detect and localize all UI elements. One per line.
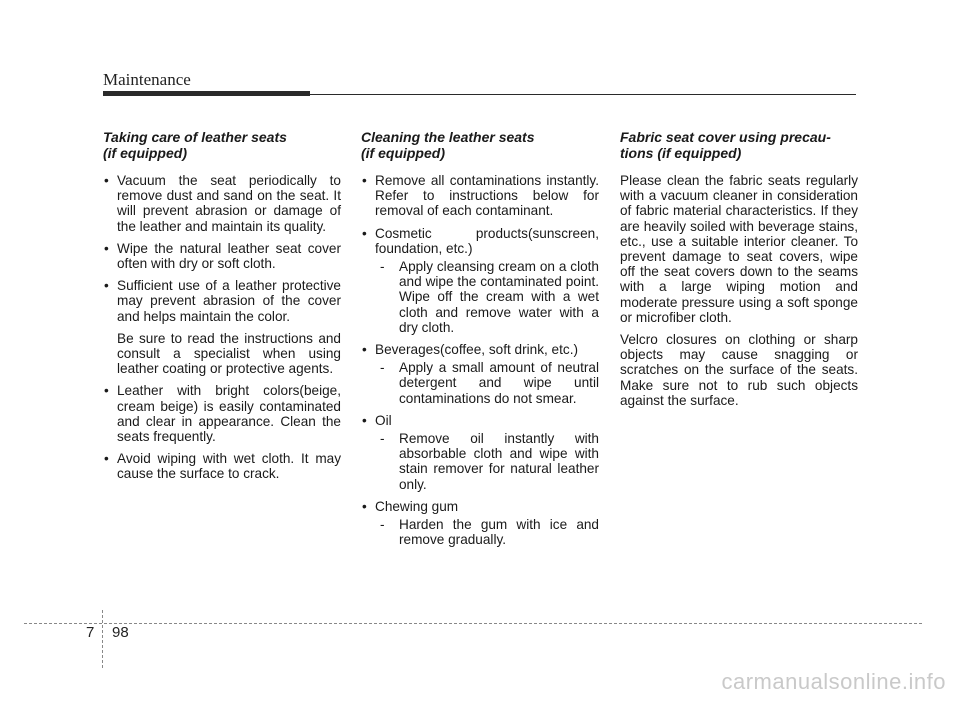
- footer-rule: [24, 623, 922, 624]
- section-heading: [361, 130, 599, 161]
- list-item-text: Oil: [375, 412, 392, 428]
- list-item: [103, 451, 341, 481]
- section-heading: [103, 130, 341, 161]
- page-number: 98: [112, 624, 129, 641]
- column-fabric-seat: [620, 130, 858, 415]
- chapter-number: 7: [86, 624, 95, 641]
- list-item-text: Sufficient use of a leather protective may prevent abrasion of the cover and helps maintain the color.: [117, 278, 341, 324]
- heading-line: tions (if equipped): [620, 144, 742, 161]
- list-item-text: Cosmetic products(sunscreen, foundation, etc.): [375, 225, 599, 256]
- heading-line: Taking care of leather seats: [103, 129, 287, 145]
- sub-item: - Apply cleansing cream on a cloth and wipe the contaminated point. Wipe off the cream with a wet cloth and remove water with a dry cloth.: [375, 259, 599, 335]
- list-item-text: Avoid wiping with wet cloth. It may cause the surface to crack.: [117, 451, 341, 482]
- list-item: [361, 342, 599, 406]
- list-item-continuation: Be sure to read the instructions and consult a specialist when using leather coating or protective agents.: [117, 330, 341, 377]
- list-item: [103, 241, 341, 271]
- bullet-list: [361, 173, 599, 547]
- paragraph: Please clean the fabric seats regularly with a vacuum cleaner in consideration of fabric material characteristics. If they are heavily soiled with beverage stains, etc., use a suitable interior cleaner. To prevent damage to seat covers, wipe off the seat covers down to the seams with a large wiping motion and moderate pressure using a soft sponge or microfiber cloth.: [620, 173, 858, 325]
- list-item-text: Chewing gum: [375, 498, 459, 514]
- header-rule-thick: [103, 91, 310, 96]
- watermark-text: carmanualsonline.info: [721, 669, 946, 694]
- sub-item: - Apply a small amount of neutral detergent and wipe until contaminations do not smear.: [375, 360, 599, 406]
- bullet-list: [103, 173, 341, 482]
- section-heading: [620, 130, 858, 161]
- column-leather-care: [103, 130, 341, 489]
- paragraph: Velcro closures on clothing or sharp objects may cause snagging or scratches on the surface of the seats. Make sure not to rub such objects against the surface.: [620, 332, 858, 408]
- list-item-text: Wipe the natural leather seat cover often with dry or soft cloth.: [117, 240, 341, 272]
- list-item: [103, 278, 341, 376]
- page-header-title: Maintenance: [103, 70, 191, 89]
- list-item: [103, 383, 341, 444]
- list-item-text: Beverages(coffee, soft drink, etc.): [375, 342, 578, 358]
- sub-item: - Harden the gum with ice and remove gradually.: [375, 517, 599, 547]
- heading-line: (if equipped): [361, 144, 445, 161]
- list-item: [361, 499, 599, 548]
- heading-line: (if equipped): [103, 144, 187, 161]
- list-item: [361, 173, 599, 219]
- list-item: [103, 173, 341, 234]
- list-item-text: Vacuum the seat periodically to remove dust and sand on the seat. It will prevent abrasion or damage of the leather and maintain its quality.: [117, 173, 341, 234]
- list-item: [361, 413, 599, 492]
- column-leather-cleaning: [361, 130, 599, 554]
- list-item-text: Leather with bright colors(beige, cream beige) is easily contaminated and clear in appearance. Clean the seats frequently.: [117, 383, 341, 445]
- heading-line: Fabric seat cover using precau-: [620, 129, 831, 145]
- sub-item: - Remove oil instantly with absorbable cloth and wipe with stain remover for natural leather only.: [375, 431, 599, 492]
- footer-divider: [102, 610, 103, 668]
- list-item: [361, 226, 599, 335]
- list-item-text: Remove all contaminations instantly. Refer to instructions below for removal of each contaminant.: [375, 173, 599, 219]
- heading-line: Cleaning the leather seats: [361, 129, 535, 145]
- header-rule-thin: [310, 94, 856, 95]
